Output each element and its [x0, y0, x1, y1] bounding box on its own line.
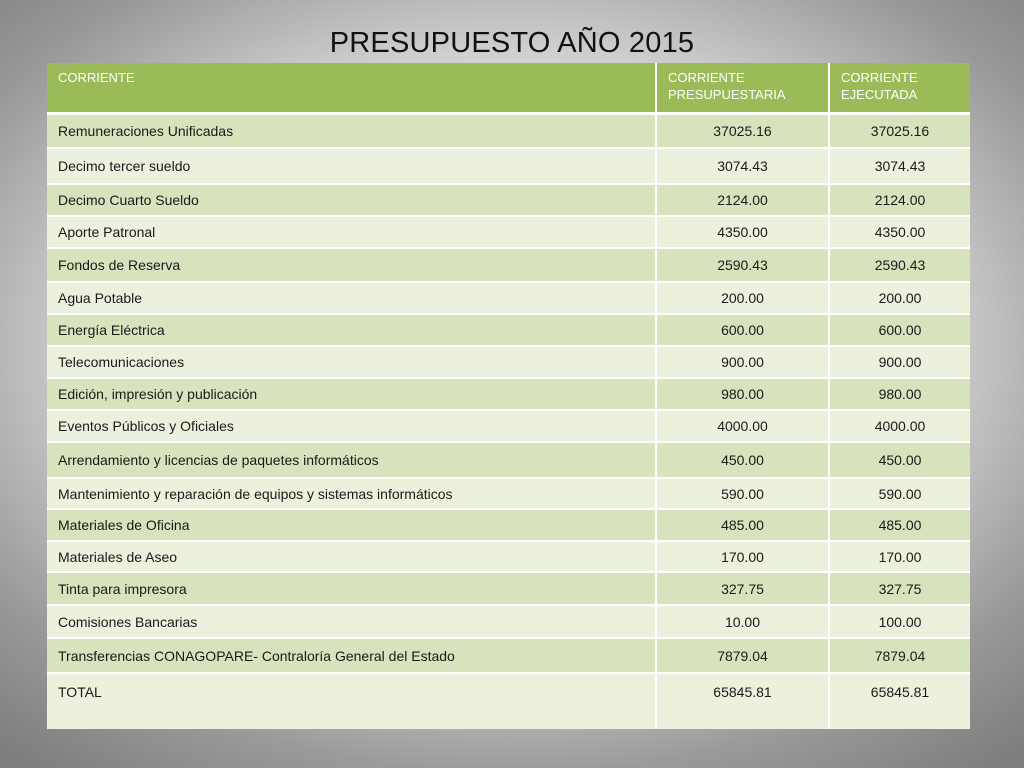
row-budgeted: 37025.16	[656, 113, 829, 148]
row-concept: Decimo Cuarto Sueldo	[47, 184, 656, 216]
row-executed: 4350.00	[829, 216, 970, 248]
table-row	[47, 442, 970, 478]
row-concept: Energía Eléctrica	[47, 314, 656, 346]
table-row	[47, 509, 970, 541]
row-executed: 100.00	[829, 605, 970, 638]
row-budgeted: 327.75	[656, 572, 829, 605]
table-row	[47, 478, 970, 509]
table-row	[47, 282, 970, 314]
table-row	[47, 346, 970, 378]
total-budgeted: 65845.81	[656, 673, 829, 729]
row-concept: Arrendamiento y licencias de paquetes informáticos	[47, 442, 656, 478]
row-concept: Mantenimiento y reparación de equipos y sistemas informáticos	[47, 478, 656, 509]
row-executed: 2590.43	[829, 248, 970, 282]
row-executed: 600.00	[829, 314, 970, 346]
row-executed: 3074.43	[829, 148, 970, 184]
row-concept: Edición, impresión y publicación	[47, 378, 656, 410]
row-concept: Eventos Públicos y Oficiales	[47, 410, 656, 442]
row-concept: Fondos de Reserva	[47, 248, 656, 282]
row-executed: 450.00	[829, 442, 970, 478]
table-row	[47, 605, 970, 638]
total-label: TOTAL	[47, 673, 656, 729]
row-executed: 590.00	[829, 478, 970, 509]
row-concept: Aporte Patronal	[47, 216, 656, 248]
row-executed: 37025.16	[829, 113, 970, 148]
table-row	[47, 148, 970, 184]
row-budgeted: 600.00	[656, 314, 829, 346]
budget-table	[47, 63, 970, 729]
row-budgeted: 590.00	[656, 478, 829, 509]
row-budgeted: 4350.00	[656, 216, 829, 248]
page-title: PRESUPUESTO AÑO 2015	[329, 27, 695, 59]
row-executed: 900.00	[829, 346, 970, 378]
table-row	[47, 216, 970, 248]
row-budgeted: 2590.43	[656, 248, 829, 282]
row-budgeted: 485.00	[656, 509, 829, 541]
table-row	[47, 410, 970, 442]
row-executed: 2124.00	[829, 184, 970, 216]
row-executed: 980.00	[829, 378, 970, 410]
row-concept: Decimo tercer sueldo	[47, 148, 656, 184]
row-budgeted: 4000.00	[656, 410, 829, 442]
row-budgeted: 7879.04	[656, 638, 829, 673]
table-row	[47, 572, 970, 605]
row-concept: Materiales de Oficina	[47, 509, 656, 541]
row-budgeted: 2124.00	[656, 184, 829, 216]
row-executed: 170.00	[829, 541, 970, 572]
table-header-row	[47, 63, 970, 113]
row-executed: 485.00	[829, 509, 970, 541]
row-budgeted: 10.00	[656, 605, 829, 638]
column-header-budgeted: CORRIENTE PRESUPUESTARIA	[656, 63, 829, 113]
total-executed: 65845.81	[829, 673, 970, 729]
row-budgeted: 450.00	[656, 442, 829, 478]
row-concept: Tinta para impresora	[47, 572, 656, 605]
table-row	[47, 248, 970, 282]
table-row	[47, 378, 970, 410]
row-executed: 7879.04	[829, 638, 970, 673]
row-executed: 4000.00	[829, 410, 970, 442]
row-budgeted: 170.00	[656, 541, 829, 572]
table-row	[47, 113, 970, 148]
row-concept: Telecomunicaciones	[47, 346, 656, 378]
table-row	[47, 638, 970, 673]
row-budgeted: 900.00	[656, 346, 829, 378]
table-row	[47, 184, 970, 216]
table-row	[47, 541, 970, 572]
row-budgeted: 980.00	[656, 378, 829, 410]
total-row	[47, 673, 970, 729]
row-concept: Transferencias CONAGOPARE- Contraloría General del Estado	[47, 638, 656, 673]
row-concept: Agua Potable	[47, 282, 656, 314]
row-executed: 327.75	[829, 572, 970, 605]
column-header-concept: CORRIENTE	[47, 63, 656, 113]
column-header-executed: CORRIENTE EJECUTADA	[829, 63, 970, 113]
row-concept: Comisiones Bancarias	[47, 605, 656, 638]
table-row	[47, 314, 970, 346]
row-budgeted: 3074.43	[656, 148, 829, 184]
row-executed: 200.00	[829, 282, 970, 314]
row-budgeted: 200.00	[656, 282, 829, 314]
row-concept: Remuneraciones Unificadas	[47, 113, 656, 148]
row-concept: Materiales de Aseo	[47, 541, 656, 572]
